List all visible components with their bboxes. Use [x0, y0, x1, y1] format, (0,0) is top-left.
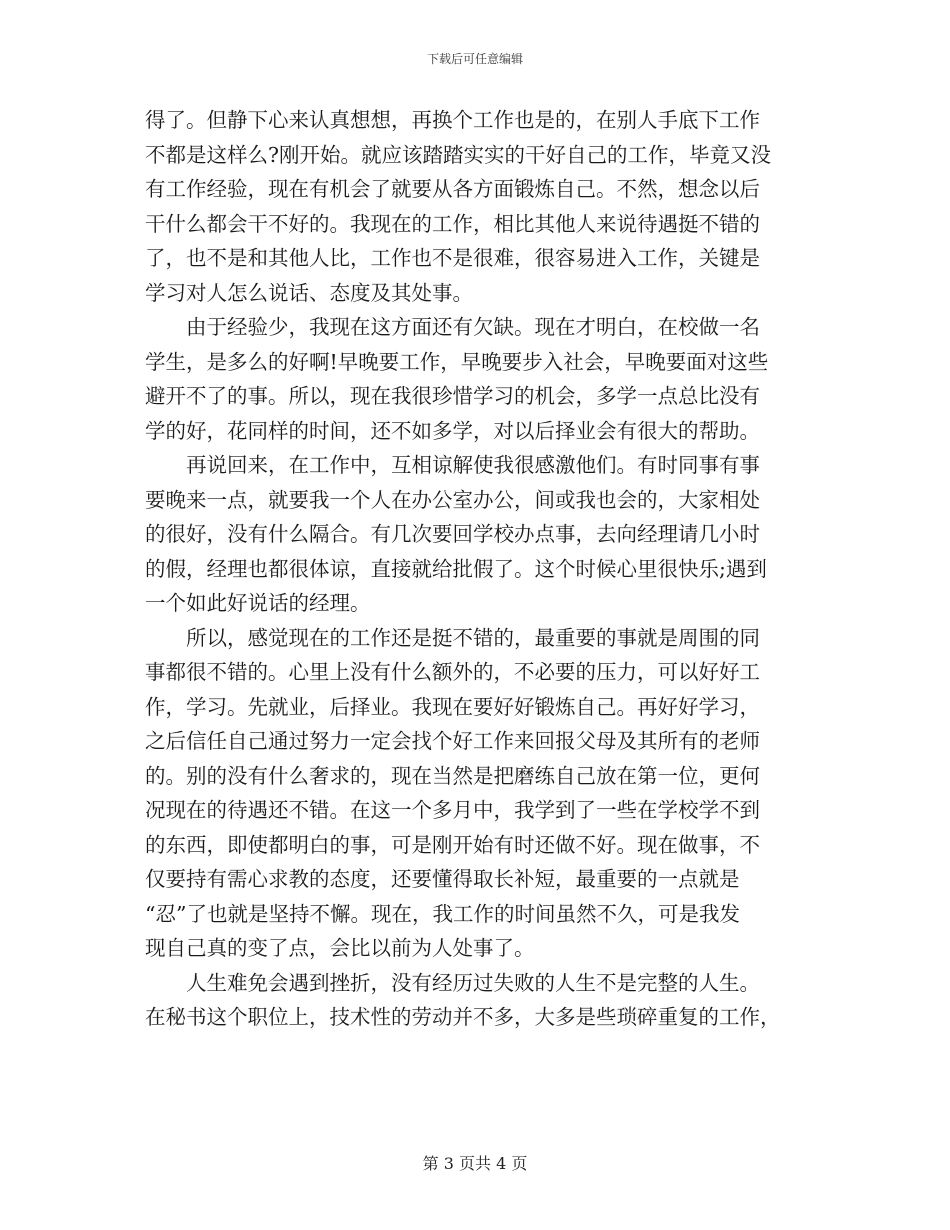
page-number: 第 3 页共 4 页 — [422, 1154, 528, 1173]
text-line: 作，学习。先就业，后择业。我现在要好好锻炼自己。再好好学习， — [145, 694, 760, 719]
text-line: 在秘书这个职位上，技术性的劳动并不多，大多是些琐碎重复的工作， — [145, 1005, 781, 1029]
text-line: 的东西，即使都明白的事，可是刚开始有时还做不好。现在做事，不 — [145, 832, 760, 857]
text-line: 的很好，没有什么隔合。有几次要回学校办点事，去向经理请几小时 — [145, 522, 760, 546]
text-line: 干什么都会干不好的。我现在的工作，相比其他人来说待遇挺不错的 — [145, 211, 760, 236]
paragraph-5 — [145, 966, 810, 1035]
text-line: 由于经验少，我现在这方面还有欠缺。现在才明白，在校做一名 — [145, 315, 760, 339]
page-header: 下载后可任意编辑 — [426, 52, 523, 66]
text-line: 得了。但静下心来认真想想，再换个工作也是的，在别人手底下工作 — [145, 108, 760, 132]
text-line: 所以，感觉现在的工作还是挺不错的，最重要的事就是周围的同 — [145, 625, 760, 650]
text-line: 况现在的待遇还不错。在这一个多月中，我学到了一些在学校学不到 — [145, 798, 760, 822]
text-line: 再说回来，在工作中，互相谅解使我很感激他们。有时同事有事 — [145, 453, 760, 477]
text-line: 有工作经验，现在有机会了就要从各方面锻炼自己。不然，想念以后 — [145, 177, 760, 201]
text-line: 事都很不错的。心里上没有什么额外的，不必要的压力，可以好好工 — [145, 660, 760, 684]
text-line: 一个如此好说话的经理。 — [145, 591, 371, 615]
text-line: 仅要持有需心求教的态度，还要懂得取长补短，最重要的一点就是 — [145, 867, 740, 891]
paragraph-3 — [145, 448, 810, 621]
paragraph-4 — [145, 621, 810, 966]
text-line: 人生难免会遇到挫折，没有经历过失败的人生不是完整的人生。 — [145, 970, 760, 995]
text-line: 了，也不是和其他人比，工作也不是很难，很容易进入工作，关键是 — [145, 246, 760, 270]
text-line: “忍”了也就是坚持不懈。现在，我工作的时间虽然不久，可是我发 — [145, 901, 740, 926]
document-body — [145, 103, 810, 1035]
text-line: 的。别的没有什么奢求的，现在当然是把磨练自己放在第一位，更何 — [145, 763, 760, 788]
text-line: 现自己真的变了点，会比以前为人处事了。 — [145, 936, 535, 960]
text-line: 避开不了的事。所以，现在我很珍惜学习的机会，多学一点总比没有 — [145, 384, 760, 408]
text-line: 学习对人怎么说话、态度及其处事。 — [145, 280, 473, 305]
paragraph-2 — [145, 310, 810, 448]
text-line: 的假，经理也都很体谅，直接就给批假了。这个时候心里很快乐;遇到 — [145, 556, 767, 581]
text-line: 之后信任自己通过努力一定会找个好工作来回报父母及其所有的老师 — [145, 729, 760, 753]
text-line: 不都是这样么?刚开始。就应该踏踏实实的干好自己的工作，毕竟又没 — [145, 142, 771, 167]
paragraph-1 — [145, 103, 810, 310]
text-line: 要晚来一点，就要我一个人在办公室办公，间或我也会的，大家相处 — [145, 487, 760, 512]
text-line: 学生，是多么的好啊!早晚要工作，早晚要步入社会，早晚要面对这些 — [145, 349, 769, 374]
text-line: 学的好，花同样的时间，还不如多学，对以后择业会有很大的帮助。 — [145, 418, 760, 443]
